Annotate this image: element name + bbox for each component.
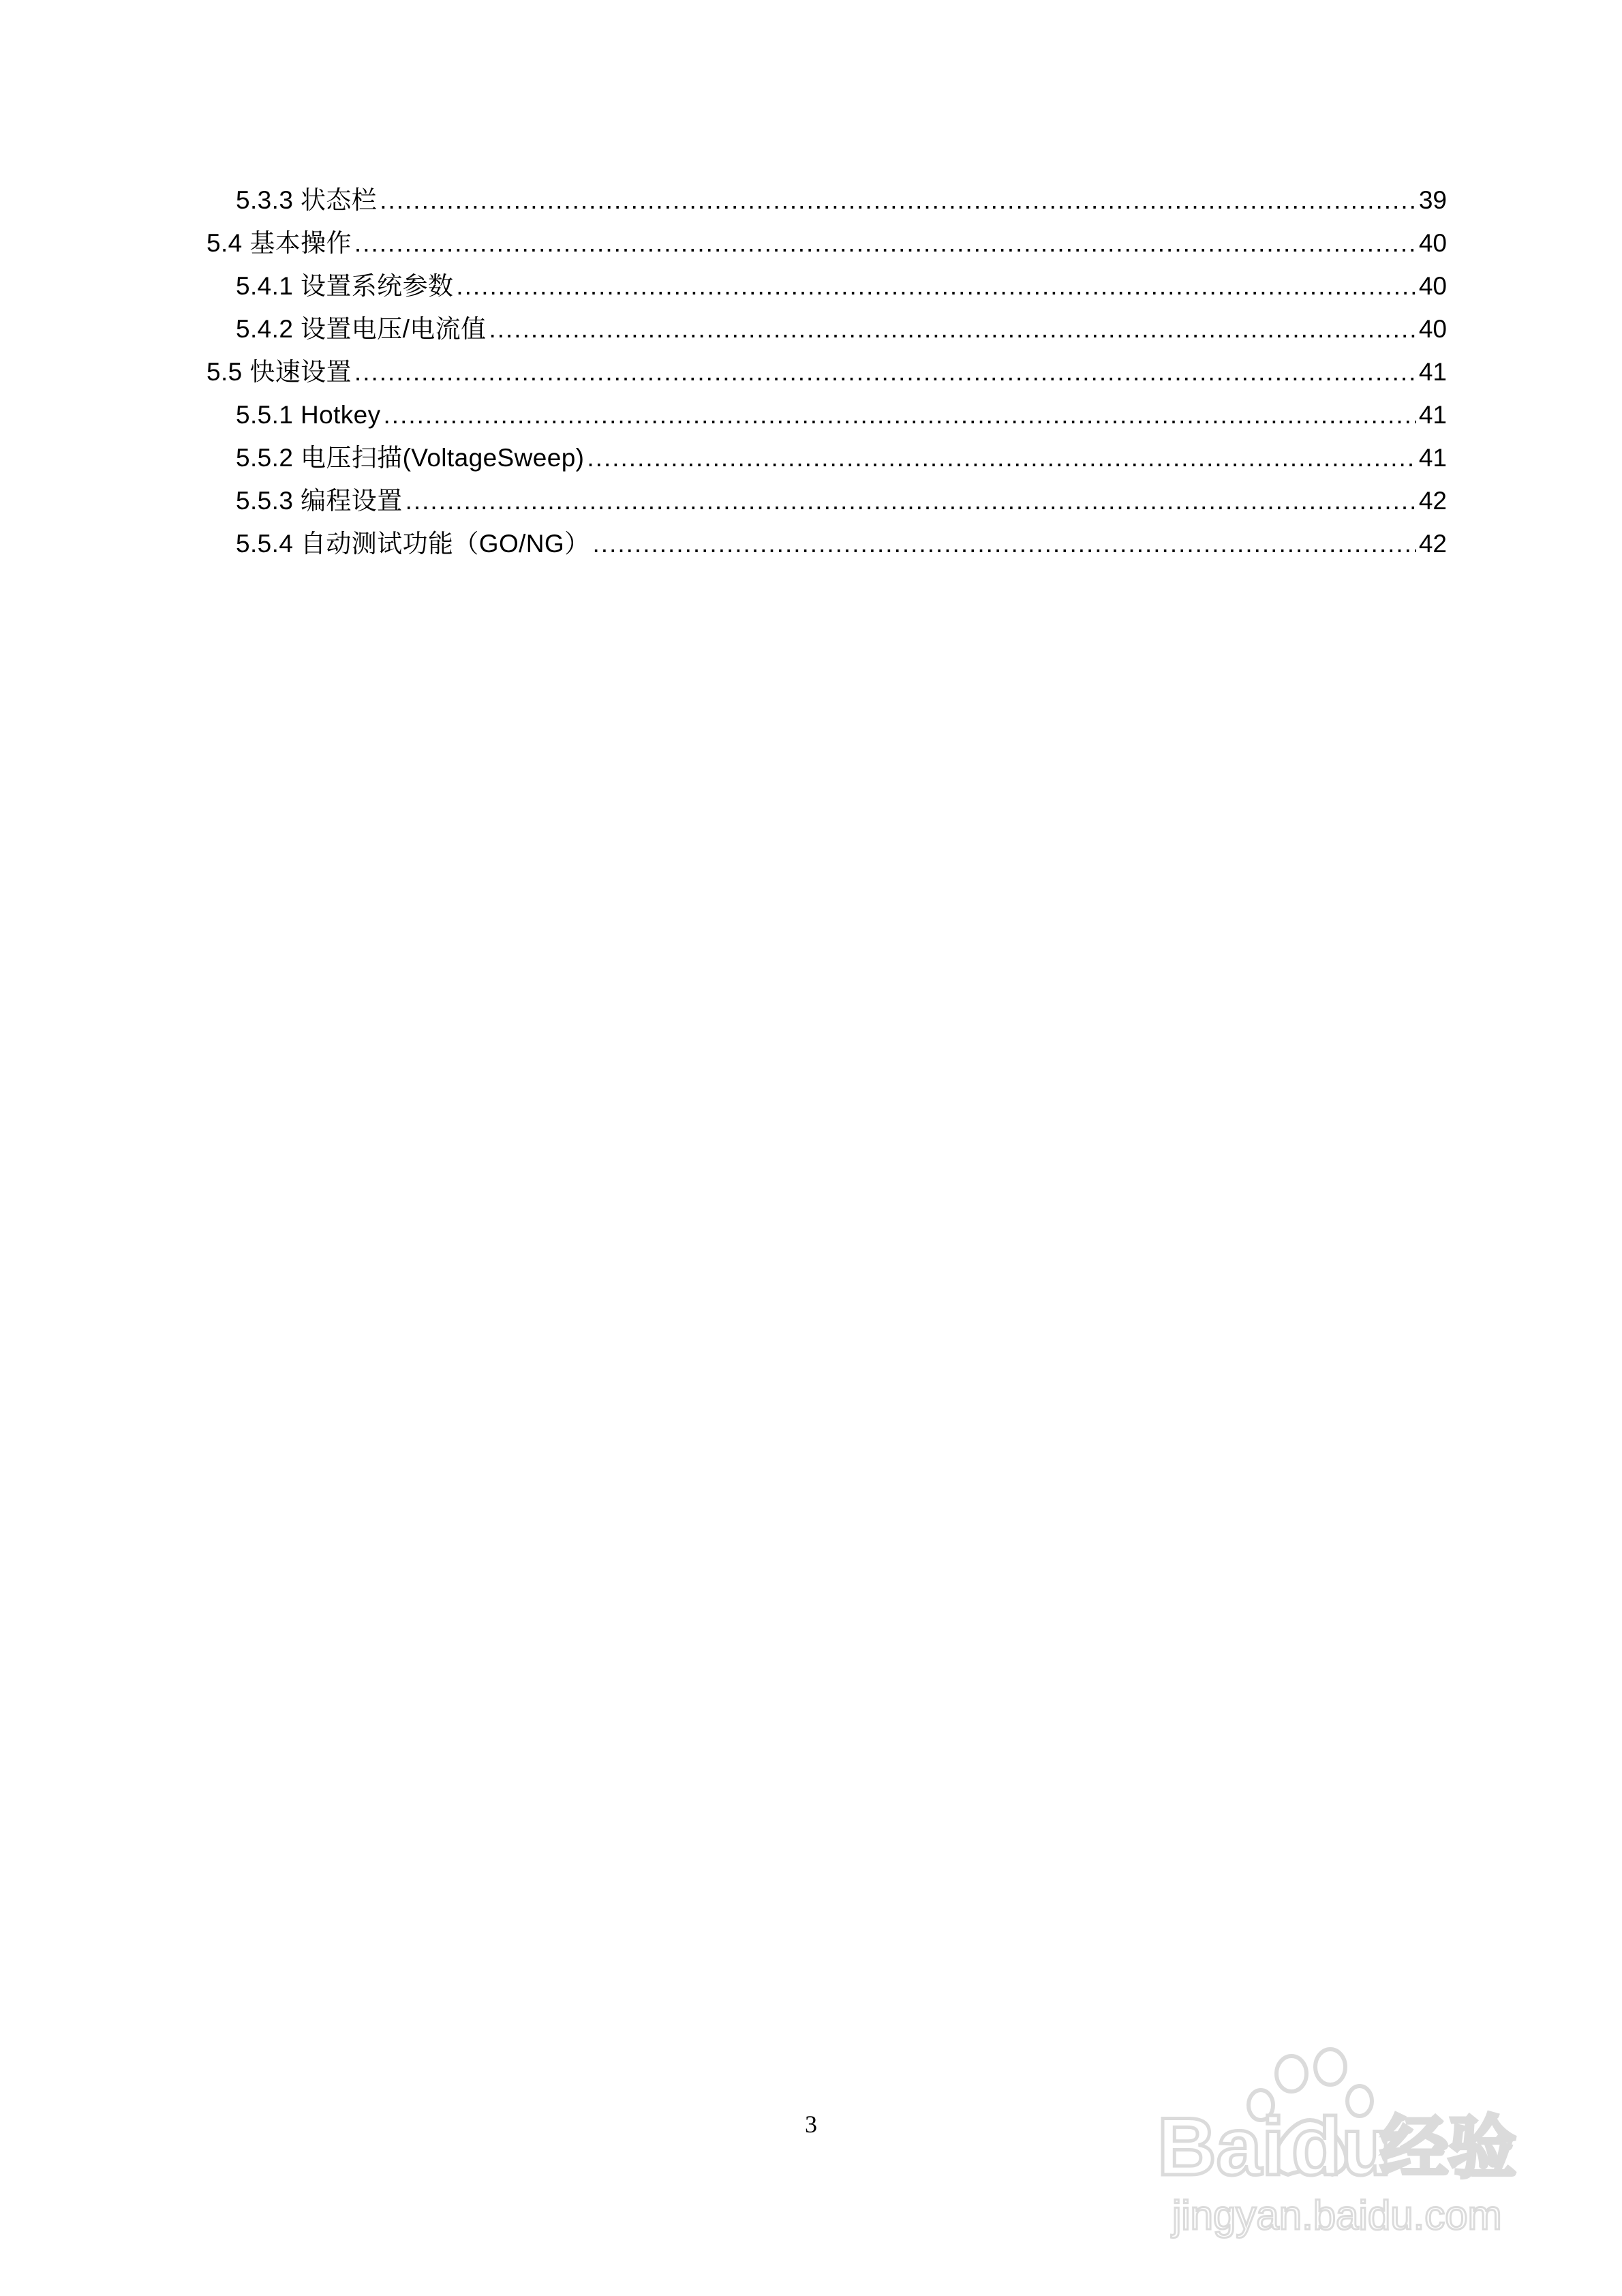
logo-text-du: du xyxy=(1291,2101,1392,2192)
toc-entry[interactable] xyxy=(206,265,1447,307)
toc-entry-label: 5.4.2 设置电压/电流值 xyxy=(236,315,487,343)
logo-text-jingyan: 经验 xyxy=(1380,2108,1516,2188)
toc-entry[interactable] xyxy=(206,307,1447,350)
toc-dot-leader xyxy=(593,522,1416,565)
toc-entry-page: 39 xyxy=(1418,186,1447,214)
toc-dot-leader xyxy=(456,265,1416,307)
toc-dot-leader xyxy=(489,307,1416,350)
toc-entry-label: 5.4.1 设置系统参数 xyxy=(236,272,454,300)
toc-entry-label: 5.3.3 状态栏 xyxy=(236,186,378,214)
toc-dot-leader xyxy=(384,393,1416,436)
toc-entry[interactable] xyxy=(206,350,1447,393)
toc-entry-page: 41 xyxy=(1418,358,1447,386)
logo-text-bai: Bai xyxy=(1157,2101,1285,2192)
toc-entry[interactable] xyxy=(206,479,1447,522)
toc-entry-page: 40 xyxy=(1418,229,1447,257)
toc-entry-label: 5.4 基本操作 xyxy=(206,229,352,257)
toc-dot-leader xyxy=(354,350,1416,393)
toc-entry[interactable] xyxy=(206,393,1447,436)
toc-dot-leader xyxy=(354,222,1416,265)
toc-entry-label: 5.5 快速设置 xyxy=(206,358,352,386)
toc-entry[interactable] xyxy=(206,179,1447,222)
toc-entry-page: 40 xyxy=(1418,315,1447,343)
page-number: 3 xyxy=(805,2111,817,2138)
toc-dot-leader xyxy=(380,179,1416,222)
toc-entry-page: 41 xyxy=(1418,444,1447,472)
baidu-jingyan-watermark xyxy=(1152,2038,1533,2243)
toc-entry-label: 5.5.3 编程设置 xyxy=(236,487,403,515)
toc-entry[interactable] xyxy=(206,436,1447,479)
toc-entry[interactable] xyxy=(206,522,1447,565)
logo-url-text: jingyan.baidu.com xyxy=(1172,2192,1502,2238)
toc-entry-page: 40 xyxy=(1418,272,1447,300)
toc-entry-page: 42 xyxy=(1418,487,1447,515)
toc-entry-label: 5.5.2 电压扫描(VoltageSweep) xyxy=(236,444,585,472)
toc-entry-page: 41 xyxy=(1418,401,1447,429)
toc-dot-leader xyxy=(587,436,1416,479)
toc-entry-label: 5.5.4 自动测试功能（GO/NG） xyxy=(236,530,590,558)
toc-entry-page: 42 xyxy=(1418,530,1447,558)
toc-dot-leader xyxy=(406,479,1416,522)
toc-entry[interactable] xyxy=(206,222,1447,265)
toc-entry-label: 5.5.1 Hotkey xyxy=(236,401,381,429)
table-of-contents xyxy=(206,179,1447,565)
